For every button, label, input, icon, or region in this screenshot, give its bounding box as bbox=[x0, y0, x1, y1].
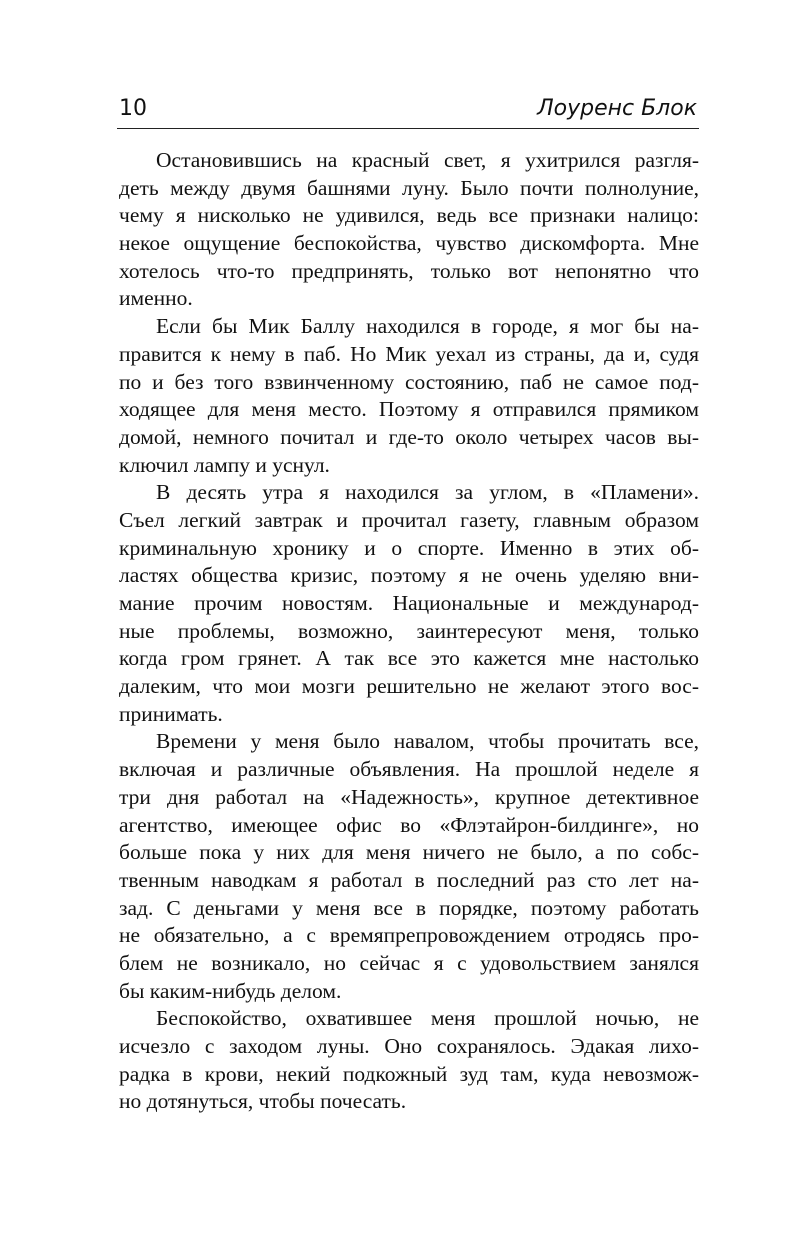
text-line: некое ощущение беспокойства, чувство дискомфорта. Мне bbox=[119, 231, 699, 256]
text-line: Остановившись на красный свет, я ухитрился разгля- bbox=[156, 148, 699, 172]
text-line: блем не возникало, но сейчас я с удовольствием занялся bbox=[119, 950, 699, 975]
text-line: три дня работал на «Надежность», крупное детективное bbox=[119, 784, 699, 809]
running-head-author: Лоуренс Блок bbox=[537, 96, 697, 121]
text-line: правится к нему в паб. Но Мик уехал из страны, да и, судя bbox=[119, 341, 699, 366]
text-line: по и без того взвинченному состоянию, паб не самое под- bbox=[119, 369, 699, 394]
text-line: В десять утра я находился за углом, в «Пламени». bbox=[156, 480, 699, 505]
paragraph bbox=[119, 479, 699, 728]
text-line: Беспокойство, охватившее меня прошлой ночью, не bbox=[156, 1006, 699, 1031]
text-line: принимать. bbox=[119, 701, 223, 726]
text-line: мание прочим новостям. Национальные и международ- bbox=[119, 591, 699, 615]
text-line: включая и различные объявления. На прошлой неделе я bbox=[119, 757, 699, 782]
paragraph bbox=[119, 728, 699, 1005]
text-line: хотелось что-то предпринять, только вот непонятно что bbox=[119, 258, 699, 283]
text-line: ходящее для меня место. Поэтому я отправился прямиком bbox=[119, 397, 699, 422]
paragraph bbox=[119, 1005, 699, 1116]
text-line: радка в крови, некий подкожный зуд там, куда невозмож- bbox=[119, 1061, 699, 1086]
text-line: чему я нисколько не удивился, ведь все признаки налицо: bbox=[119, 203, 699, 228]
text-line: домой, немного почитал и где-то около четырех часов вы- bbox=[119, 424, 699, 449]
text-line: когда гром грянет. А так все это кажется мне настолько bbox=[119, 646, 699, 671]
text-line: Если бы Мик Баллу находился в городе, я мог бы на- bbox=[156, 314, 699, 339]
text-line: зад. С деньгами у меня все в порядке, поэтому работать bbox=[119, 895, 699, 920]
text-line: исчезло с заходом луны. Оно сохранялось. Эдакая лихо- bbox=[119, 1034, 699, 1058]
text-line: но дотянуться, чтобы почесать. bbox=[119, 1089, 407, 1114]
text-line: Съел легкий завтрак и прочитал газету, главным образом bbox=[119, 507, 699, 532]
text-line: ключил лампу и уснул. bbox=[119, 452, 330, 477]
text-line: Времени у меня было навалом, чтобы прочитать все, bbox=[156, 729, 699, 754]
text-line: ластях общества кризис, поэтому я не очень уделяю вни- bbox=[119, 563, 699, 588]
text-line: не обязательно, а с времяпрепровождением отродясь про- bbox=[119, 923, 699, 948]
text-line: больше пока у них для меня ничего не было, а по собс- bbox=[119, 840, 699, 865]
text-line: именно. bbox=[119, 286, 193, 311]
text-line: бы каким-нибудь делом. bbox=[119, 978, 342, 1003]
text-line: криминальную хронику и о спорте. Именно в этих об- bbox=[119, 535, 699, 560]
text-line: твенным наводкам я работал в последний раз сто лет на- bbox=[119, 867, 699, 892]
text-line: далеким, что мои мозги решительно не желают этого вос- bbox=[119, 674, 699, 699]
text-line: ные проблемы, возможно, заинтересуют меня, только bbox=[119, 618, 699, 643]
text-line: деть между двумя башнями луну. Было почти полнолуние, bbox=[119, 175, 699, 200]
body-text bbox=[119, 147, 699, 1116]
text-line: агентство, имеющее офис во «Флэтайрон-билдинге», но bbox=[119, 812, 699, 837]
page-number: 10 bbox=[119, 96, 147, 121]
paragraph bbox=[119, 313, 699, 479]
paragraph bbox=[119, 147, 699, 313]
running-header bbox=[117, 92, 699, 129]
